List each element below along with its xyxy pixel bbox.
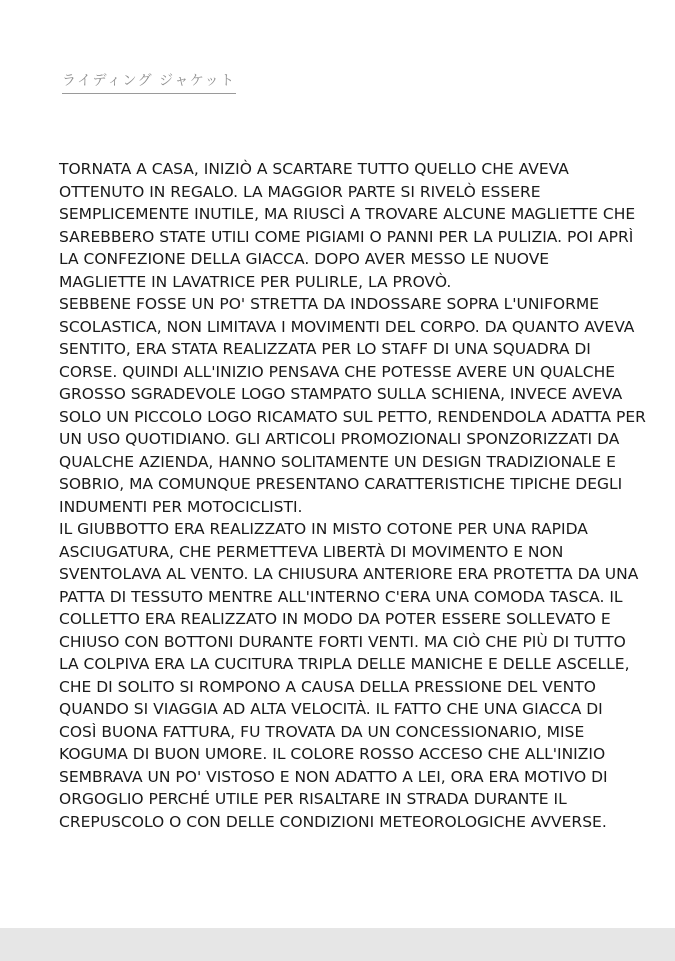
text-line: CORSE. QUINDI ALL'INIZIO PENSAVA CHE POTESSE AVERE UN QUALCHE (59, 362, 616, 381)
text-line: CHE DI SOLITO SI ROMPONO A CAUSA DELLA PRESSIONE DEL VENTO (59, 677, 596, 696)
text-line: SOBRIO, MA COMUNQUE PRESENTANO CARATTERISTICHE TIPICHE DEGLI (59, 475, 623, 493)
text-line: IL GIUBBOTTO ERA REALIZZATO IN MISTO COTONE PER UNA RAPIDA (59, 520, 588, 538)
text-line: QUANDO SI VIAGGIA AD ALTA VELOCITÀ. IL FATTO CHE UNA GIACCA DI (59, 700, 603, 718)
text-line: CHIUSO CON BOTTONI DURANTE FORTI VENTI. MA CIÒ CHE PIÙ DI TUTTO (59, 632, 626, 651)
text-line: SOLO UN PICCOLO LOGO RICAMATO SUL PETTO, RENDENDOLA ADATTA PER (59, 407, 646, 426)
text-line: SEMPLICEMENTE INUTILE, MA RIUSCÌ A TROVARE ALCUNE MAGLIETTE CHE (59, 205, 636, 223)
text-line: SENTITO, ERA STATA REALIZZATA PER LO STAFF DI UNA SQUADRA DI (59, 340, 591, 358)
footer-band (0, 928, 675, 961)
text-line: PATTA DI TESSUTO MENTRE ALL'INTERNO C'ERA UNA COMODA TASCA. IL (59, 587, 623, 606)
chapter-title: ライディング ジャケット (62, 70, 236, 94)
text-line: KOGUMA DI BUON UMORE. IL COLORE ROSSO ACCESO CHE ALL'INIZIO (59, 745, 606, 763)
text-line: LA CONFEZIONE DELLA GIACCA. DOPO AVER MESSO LE NUOVE (59, 250, 550, 268)
text-line: UN USO QUOTIDIANO. GLI ARTICOLI PROMOZIONALI SPONZORIZZATI DA (59, 430, 620, 448)
text-line: MAGLIETTE IN LAVATRICE PER PULIRLE, LA PROVÒ. (59, 272, 452, 291)
text-line: SEBBENE FOSSE UN PO' STRETTA DA INDOSSARE SOPRA L'UNIFORME (59, 295, 600, 313)
text-line: COLLETTO ERA REALIZZATO IN MODO DA POTER ESSERE SOLLEVATO E (59, 610, 611, 628)
text-line: OTTENUTO IN REGALO. LA MAGGIOR PARTE SI RIVELÒ ESSERE (59, 182, 541, 201)
text-line: ORGOGLIO PERCHÉ UTILE PER RISALTARE IN STRADA DURANTE IL (59, 790, 567, 808)
text-line: SVENTOLAVA AL VENTO. LA CHIUSURA ANTERIORE ERA PROTETTA DA UNA (59, 565, 639, 583)
text-line: INDUMENTI PER MOTOCICLISTI. (59, 497, 303, 516)
text-line: CREPUSCOLO O CON DELLE CONDIZIONI METEOROLOGICHE AVVERSE. (59, 812, 607, 831)
body-text (59, 158, 649, 833)
text-line: SAREBBERO STATE UTILI COME PIGIAMI O PANNI PER LA PULIZIA. POI APRÌ (59, 227, 634, 246)
text-line: GROSSO SGRADEVOLE LOGO STAMPATO SULLA SCHIENA, INVECE AVEVA (59, 385, 623, 403)
text-line: SEMBRAVA UN PO' VISTOSO E NON ADATTO A LEI, ORA ERA MOTIVO DI (59, 767, 608, 786)
text-line: QUALCHE AZIENDA, HANNO SOLITAMENTE UN DESIGN TRADIZIONALE E (59, 452, 616, 471)
text-line: LA COLPIVA ERA LA CUCITURA TRIPLA DELLE MANICHE E DELLE ASCELLE, (59, 655, 630, 673)
text-line: ASCIUGATURA, CHE PERMETTEVA LIBERTÀ DI MOVIMENTO E NON (59, 542, 564, 561)
text-line: TORNATA A CASA, INIZIÒ A SCARTARE TUTTO QUELLO CHE AVEVA (59, 160, 569, 178)
text-line: COSÌ BUONA FATTURA, FU TROVATA DA UN CONCESSIONARIO, MISE (59, 722, 585, 741)
text-line: SCOLASTICA, NON LIMITAVA I MOVIMENTI DEL CORPO. DA QUANTO AVEVA (59, 317, 635, 336)
